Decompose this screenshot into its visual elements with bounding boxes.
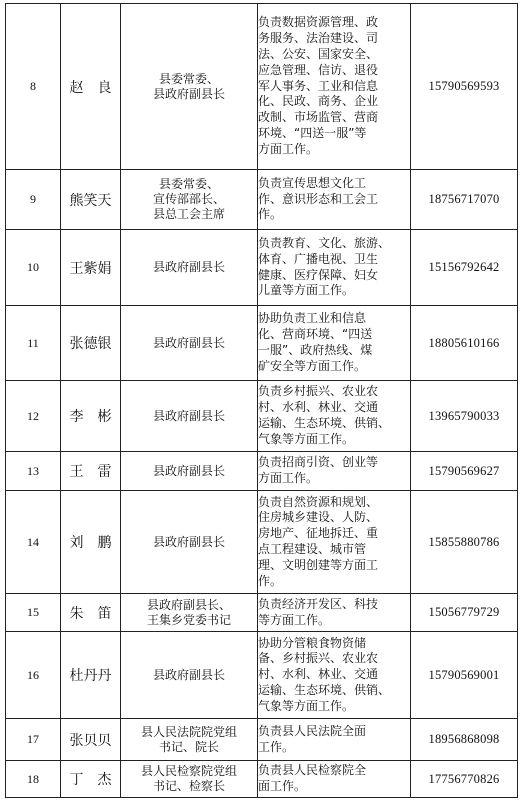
duty-line: 负责数据资源管理、政 xyxy=(258,15,379,30)
duty-line: 村、水利、林业、交通 xyxy=(258,667,379,682)
title-line: 县政府副县长 xyxy=(152,408,225,423)
duty-line: 法、公安、国家安全、 xyxy=(258,47,379,61)
title-line: 县政府副县长 xyxy=(152,667,225,682)
row-index: 18 xyxy=(6,761,61,798)
duty-line: 运输、生态环境、供销、 xyxy=(258,416,391,430)
roster-body xyxy=(6,4,518,798)
title-line: 县政府副县长 xyxy=(152,260,225,274)
leader-title xyxy=(121,632,258,719)
duty-line: 作、意识形态和工会工 xyxy=(258,191,379,206)
duty-line: 化、营商环境、“四送 xyxy=(258,327,373,342)
duty-line: 方面工作。 xyxy=(258,471,319,485)
phone-number: 15156792642 xyxy=(411,230,518,306)
phone-number: 18956868098 xyxy=(411,719,518,761)
duty-line: 改制、市场监管、营商 xyxy=(258,110,379,125)
phone-number: 15855880786 xyxy=(411,491,518,594)
duty-line: 负责自然资源和规划、 xyxy=(258,494,379,509)
phone-number: 15056779729 xyxy=(411,594,518,632)
title-line: 县人民法院院党组 xyxy=(140,724,237,739)
leader-name: 朱 笛 xyxy=(61,594,121,632)
row-index: 11 xyxy=(6,306,61,381)
leader-duties xyxy=(258,230,411,306)
duty-line: 气象等方面工作。 xyxy=(258,431,355,446)
duty-line: 化、民政、商务、企业 xyxy=(258,94,379,109)
duty-line: 体育、广播电视、卫生 xyxy=(258,251,379,266)
leader-duties xyxy=(258,632,411,719)
row-index: 16 xyxy=(6,632,61,719)
phone-number: 18756717070 xyxy=(411,170,518,230)
leader-name: 赵 良 xyxy=(61,4,121,170)
duty-line: 应急管理、信访、退役 xyxy=(258,62,379,77)
duty-line: 村、水利、林业、交通 xyxy=(258,400,379,415)
table-row xyxy=(6,4,518,170)
duty-line: 负责招商引资、创业等 xyxy=(258,455,379,470)
leader-roster-table xyxy=(5,3,518,798)
leader-duties xyxy=(258,452,411,491)
leader-title xyxy=(121,170,258,230)
duty-line: 军人事务、工业和信息 xyxy=(258,78,379,93)
duty-line: 协助负责工业和信息 xyxy=(258,311,367,326)
duty-line: 作。 xyxy=(258,207,283,222)
table-row xyxy=(6,719,518,761)
title-line: 书记、检察长 xyxy=(152,779,225,793)
leader-name: 王紫娟 xyxy=(61,230,121,306)
duty-line: 矿安全等方面工作。 xyxy=(258,358,367,373)
duty-line: 面工作。 xyxy=(258,779,307,793)
row-index: 10 xyxy=(6,230,61,306)
duty-line: 备、乡村振兴、农业农 xyxy=(258,651,379,666)
leader-name: 张德银 xyxy=(61,306,121,381)
table-row xyxy=(6,306,518,381)
phone-number: 15790569593 xyxy=(411,4,518,170)
leader-name: 丁 杰 xyxy=(61,761,121,798)
duty-line: 气象等方面工作。 xyxy=(258,698,355,713)
leader-name: 李 彬 xyxy=(61,381,121,452)
row-index: 8 xyxy=(6,4,61,170)
leader-title xyxy=(121,306,258,381)
duty-line: 儿童等方面工作。 xyxy=(258,283,355,298)
row-index: 17 xyxy=(6,719,61,761)
row-index: 12 xyxy=(6,381,61,452)
duty-line: 负责教育、文化、旅游、 xyxy=(258,235,391,250)
leader-title xyxy=(121,4,258,170)
title-line: 县政府副县长 xyxy=(152,335,225,350)
leader-title xyxy=(121,230,258,306)
duty-line: 负责乡村振兴、农业农 xyxy=(258,384,379,399)
duty-line: 协助分管粮食物资储 xyxy=(258,635,367,650)
leader-title xyxy=(121,491,258,594)
duty-line: 健康、医疗保障、妇女 xyxy=(258,267,379,282)
leader-name: 杜丹丹 xyxy=(61,632,121,719)
title-line: 县政府副县长 xyxy=(152,463,225,478)
phone-number: 15790569001 xyxy=(411,632,518,719)
table-row xyxy=(6,170,518,230)
leader-duties xyxy=(258,719,411,761)
leader-title xyxy=(121,719,258,761)
duty-line: 作。 xyxy=(258,573,283,588)
duty-line: 工作。 xyxy=(258,739,295,754)
phone-number: 18805610166 xyxy=(411,306,518,381)
leader-duties xyxy=(258,761,411,798)
duty-line: 住房城乡建设、人防、 xyxy=(258,510,379,525)
table-row xyxy=(6,594,518,632)
leader-title xyxy=(121,761,258,798)
leader-title xyxy=(121,381,258,452)
leader-title xyxy=(121,594,258,632)
duty-line: 环境、“四送一服”等 xyxy=(258,125,367,140)
title-line: 县人民检察院党组 xyxy=(140,764,237,778)
title-line: 县政府副县长 xyxy=(152,534,225,549)
duty-line: 一服”、政府热线、煤 xyxy=(258,343,373,357)
duty-line: 理、文明创建等方面工 xyxy=(258,557,379,572)
table-row xyxy=(6,230,518,306)
duty-line: 方面工作。 xyxy=(258,141,319,156)
duty-line: 房地产、征地拆迁、重 xyxy=(258,526,379,541)
row-index: 15 xyxy=(6,594,61,632)
duty-line: 点工程建设、城市管 xyxy=(258,542,367,556)
row-index: 13 xyxy=(6,452,61,491)
leader-name: 张贝贝 xyxy=(61,719,121,761)
leader-duties xyxy=(258,381,411,452)
row-index: 9 xyxy=(6,170,61,230)
duty-line: 负责县人民法院全面 xyxy=(258,723,367,738)
phone-number: 15790569627 xyxy=(411,452,518,491)
duty-line: 等方面工作。 xyxy=(258,612,331,627)
title-line: 县总工会主席 xyxy=(152,207,225,221)
leader-duties xyxy=(258,594,411,632)
row-index: 14 xyxy=(6,491,61,594)
duty-line: 负责县人民检察院全 xyxy=(258,763,367,778)
title-line: 王集乡党委书记 xyxy=(146,612,231,627)
title-line: 县委常委、 xyxy=(158,177,219,191)
leader-duties xyxy=(258,306,411,381)
table-row xyxy=(6,452,518,491)
title-line: 书记、院长 xyxy=(158,739,219,754)
table-row xyxy=(6,632,518,719)
title-line: 县政府副县长、 xyxy=(146,597,231,612)
table-row xyxy=(6,491,518,594)
duty-line: 负责宣传思想文化工 xyxy=(258,175,367,190)
duty-line: 运输、生态环境、供销、 xyxy=(258,682,391,697)
title-line: 县委常委、 xyxy=(158,71,219,86)
leader-title xyxy=(121,452,258,491)
leader-name: 王 雷 xyxy=(61,452,121,491)
title-line: 县政府副县长 xyxy=(152,86,225,101)
leader-duties xyxy=(258,4,411,170)
leader-name: 熊笑天 xyxy=(61,170,121,230)
duty-line: 负责经济开发区、科技 xyxy=(258,596,379,611)
title-line: 宣传部部长、 xyxy=(152,192,225,206)
leader-duties xyxy=(258,491,411,594)
leader-duties xyxy=(258,170,411,230)
table-row xyxy=(6,761,518,798)
phone-number: 17756770826 xyxy=(411,761,518,798)
phone-number: 13965790033 xyxy=(411,381,518,452)
duty-line: 务服务、法治建设、司 xyxy=(258,31,379,46)
table-row xyxy=(6,381,518,452)
leader-name: 刘 鹏 xyxy=(61,491,121,594)
